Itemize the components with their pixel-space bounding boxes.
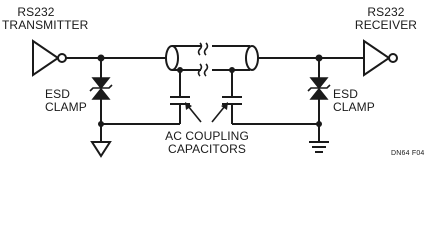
esd-clamp-right-label-line2: CLAMP [333,100,375,114]
receiver-buffer-symbol [364,41,397,75]
capacitor-pointer-arrows [185,102,228,122]
esd-clamp-right-label-line1: ESD [333,87,358,101]
ac-coupling-capacitors-label [153,130,261,156]
ground-symbol-left [92,142,110,156]
esd-clamp-right-symbol [308,58,330,142]
receiver-label-line2: RECEIVER [354,18,418,32]
ac-coupling-capacitors-label-line1: AC COUPLING [165,129,249,143]
esd-clamp-left-label [45,88,87,114]
transmitter-buffer-symbol [33,41,66,75]
transmitter-label-line2: TRANSMITTER [2,18,89,32]
esd-clamp-left-symbol [90,58,112,142]
figure-code: DN64 F04 [391,150,425,157]
ac-coupling-capacitor-right-symbol [222,70,242,124]
ac-coupling-capacitor-left-symbol [170,70,190,124]
receiver-label-line1: RS232 [367,5,405,19]
esd-clamp-left-label-line1: ESD [45,87,70,101]
ground-symbol-right [309,142,329,152]
ac-coupling-capacitors-label-line2: CAPACITORS [168,142,246,156]
esd-clamp-left-label-line2: CLAMP [45,100,87,114]
receiver-label [348,6,424,32]
esd-clamp-right-label [333,88,375,114]
transmitter-label-line1: RS232 [17,5,55,19]
transmitter-label [2,5,89,32]
